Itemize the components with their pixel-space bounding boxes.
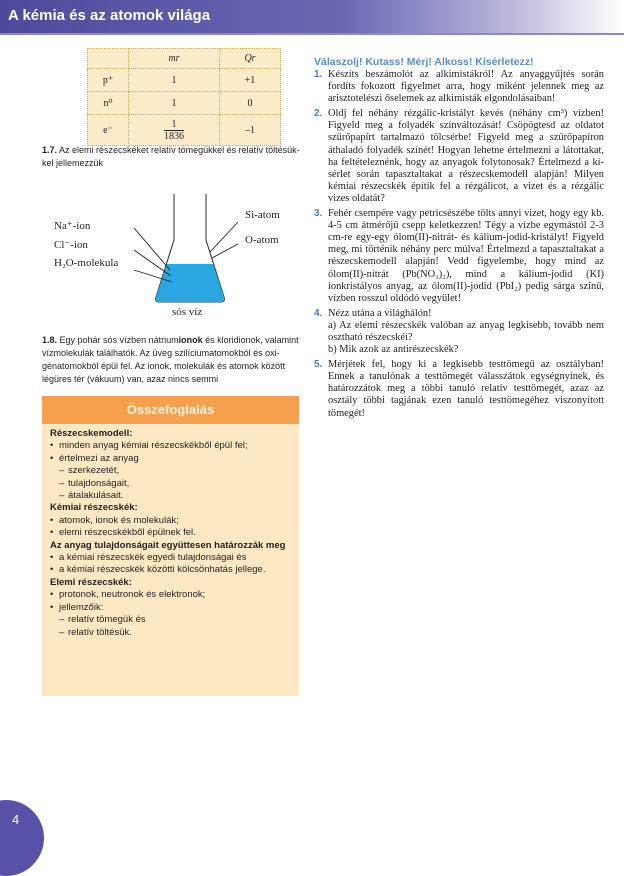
particle-cell: n⁰ bbox=[88, 92, 129, 115]
label-water-molecule: H₂O-molekula bbox=[54, 257, 119, 269]
label-o-atom: O-atom bbox=[245, 234, 279, 246]
task-number: 4. bbox=[314, 307, 323, 319]
table-row bbox=[88, 69, 281, 92]
tasks-title: Válaszolj! Kutass! Mérj! Alkoss! Kísérletezz! bbox=[314, 56, 534, 68]
page-number: 4 bbox=[12, 812, 20, 827]
list-item: – relatív töltésük. bbox=[50, 627, 295, 639]
task-number: 1. bbox=[314, 69, 323, 80]
summary-box bbox=[42, 396, 299, 696]
task-item bbox=[314, 359, 604, 419]
table-header-cell bbox=[220, 49, 281, 69]
charge-header: Qr bbox=[244, 53, 256, 64]
task-text: Fehér csempére vagy petricsészébe tölts annyi vizet, hogy egy kb. 4-5 cm átmérőjű csepp keletkezzen! Tégy a vízbe egymástól 2-3 cm-re egy-egy ólom(II)-nitrát- és kálium-jodid-kristályt! Figyeld meg, mi történik néhány perc múlva! Értelmezd a tapasztaltakat a részecskemodell alapján! Vedd figyelembe, hogy mind az ólom(II)-nitrát (Pb(NO₃)₂), mind a kálium-jodid (KI) ionkristályos anyag, az ólom(II)-jodid (PbI₂) pedig sárga színű, vízben rosszul oldódó vegyület! bbox=[328, 208, 604, 304]
salt-water-liquid bbox=[156, 264, 225, 302]
task-number: 5. bbox=[314, 359, 323, 371]
list-item: – relatív tömegük és bbox=[50, 614, 295, 626]
header-rule bbox=[0, 33, 624, 35]
label-na-ion: Na⁺-ion bbox=[54, 220, 91, 232]
pointer-line bbox=[134, 228, 170, 270]
task-item bbox=[314, 308, 604, 356]
fraction-numerator: 1 bbox=[164, 119, 184, 131]
list-item: • a kémiai részecskék közötti kölcsönhatás jellege. bbox=[50, 564, 295, 576]
mass-fraction bbox=[164, 119, 184, 142]
task-text: Készíts beszámolót az alkimistákról! Az anyaggyűjtés során fordíts fokozott figyelmet arra, hogy miként jelennek meg az arisztotelészi őselemek az alkimisták elgondolásaiban! bbox=[328, 69, 604, 105]
fraction-denominator: 1836 bbox=[164, 130, 184, 142]
summary-heading: Részecskemodell: bbox=[50, 428, 133, 439]
task-number: 2. bbox=[314, 108, 323, 120]
particle-table bbox=[87, 48, 281, 146]
summary-heading: Elemi részecskék: bbox=[50, 576, 132, 588]
page-corner-decoration bbox=[0, 800, 44, 876]
chapter-header bbox=[0, 0, 624, 33]
charge-cell: +1 bbox=[220, 69, 281, 92]
summary-header bbox=[42, 396, 299, 424]
list-item: • atomok, ionok és molekulák; bbox=[50, 515, 295, 527]
figure-caption-1-7 bbox=[42, 144, 304, 170]
list-item: • minden anyag kémiai részecskékből épül fel; bbox=[50, 440, 295, 452]
summary-title: Összefoglalás bbox=[126, 402, 215, 417]
table-header-cell bbox=[88, 49, 129, 69]
table-row bbox=[88, 115, 281, 146]
task-item bbox=[314, 108, 604, 205]
summary-heading: Kémiai részecskék: bbox=[50, 502, 138, 514]
particle-cell: e⁻ bbox=[88, 115, 129, 146]
list-item: • jellemzőik: bbox=[50, 602, 295, 614]
mass-cell bbox=[129, 115, 220, 146]
figure-caption-text: és kloridionok, valamint vízmolekulák találhatók. Az üveg szilíciumatomokból és oxigénatomokból épül fel. Az ionok, molekulák és atomok között légüres tér (vákuum) van, azaz nincs semmi bbox=[42, 335, 299, 384]
figure-number: 1.7. bbox=[42, 145, 58, 155]
charge-cell: 0 bbox=[220, 92, 281, 115]
task-list bbox=[314, 69, 604, 423]
list-item: • elemi részecskékből épülnek fel. bbox=[50, 527, 295, 539]
flask-illustration bbox=[110, 192, 260, 312]
list-item: • értelmezi az anyag bbox=[50, 453, 295, 465]
pointer-line bbox=[210, 222, 238, 252]
list-item: • protonok, neutronok és elektronok; bbox=[50, 589, 295, 601]
table-header-row bbox=[88, 49, 281, 69]
task-number: 3. bbox=[314, 208, 323, 220]
particle-cell: p⁺ bbox=[88, 69, 129, 92]
task-item bbox=[314, 208, 604, 305]
charge-cell: –1 bbox=[220, 115, 281, 146]
task-text: Nézz utána a világhálón! a) Az elemi részecskék valóban az anyag legkisebb, tovább nem osztható részecskéi? b) Mik azok az antirészecskék? bbox=[328, 307, 604, 356]
table-row bbox=[88, 92, 281, 115]
mass-cell: 1 bbox=[129, 69, 220, 92]
list-item: • a kémiai részecskék egyedi tulajdonságai és bbox=[50, 552, 295, 564]
chapter-title: A kémia és az atomok világa bbox=[8, 7, 211, 24]
label-cl-ion: Cl⁻-ion bbox=[54, 239, 88, 251]
task-text: Oldj fel néhány rézgálic-kristályt kevés (néhány cm³) vízben! Figyeld meg a folyadék színváltozását! Csöpögtesd az oldatot szűrőpapírt tartalmazó tölcsérbe! Figyeld meg a szűrőpapíron áthaladó folyadék színét! Hogyan lehetne értelmezni a látottakat, ha feltételeznénk, hogy az anyagok folytonosak? Értelmezd a kísérlet során tapasztaltakat a részecskemodell alapján! Milyen kémiai részecskék építik fel a rézgálicot, a vizet és a rézgálic vizes oldatát? bbox=[328, 108, 604, 204]
task-item bbox=[314, 69, 604, 105]
label-si-atom: Si-atom bbox=[245, 209, 280, 221]
figure-number: 1.8. bbox=[42, 335, 58, 345]
figure-caption-text: Egy pohár sós vízben nátrium bbox=[59, 335, 179, 345]
list-item: – tulajdonságait, bbox=[50, 478, 295, 490]
mass-cell: 1 bbox=[129, 92, 220, 115]
summary-heading: Az anyag tulajdonságait együttesen határozzák meg bbox=[50, 539, 286, 551]
figure-caption-bold: ionok bbox=[178, 335, 203, 345]
table-header-cell bbox=[129, 49, 220, 69]
figure-caption-text: Az elemi részecskéket relatív tömegükkel és relatív töltésükkel jellemezzük bbox=[42, 145, 300, 168]
task-text: Mérjétek fel, hogy ki a legkisebb testtömegű az osztályban! Ennek a tanulónak a testtömegét válasszátok egységnyinek, és határozzátok meg a többi tanuló relatív testtömegét, azaz az osztály többi tagjának ezen tanuló testtömegéhez viszonyított tömegét! bbox=[328, 359, 604, 419]
list-item: – szerkezetét, bbox=[50, 465, 295, 477]
list-item: – átalakulásait. bbox=[50, 490, 295, 502]
summary-body bbox=[50, 428, 295, 639]
mass-header: mr bbox=[168, 53, 180, 64]
figure-caption-1-8 bbox=[42, 334, 304, 386]
label-salt-water: sós víz bbox=[172, 306, 203, 318]
